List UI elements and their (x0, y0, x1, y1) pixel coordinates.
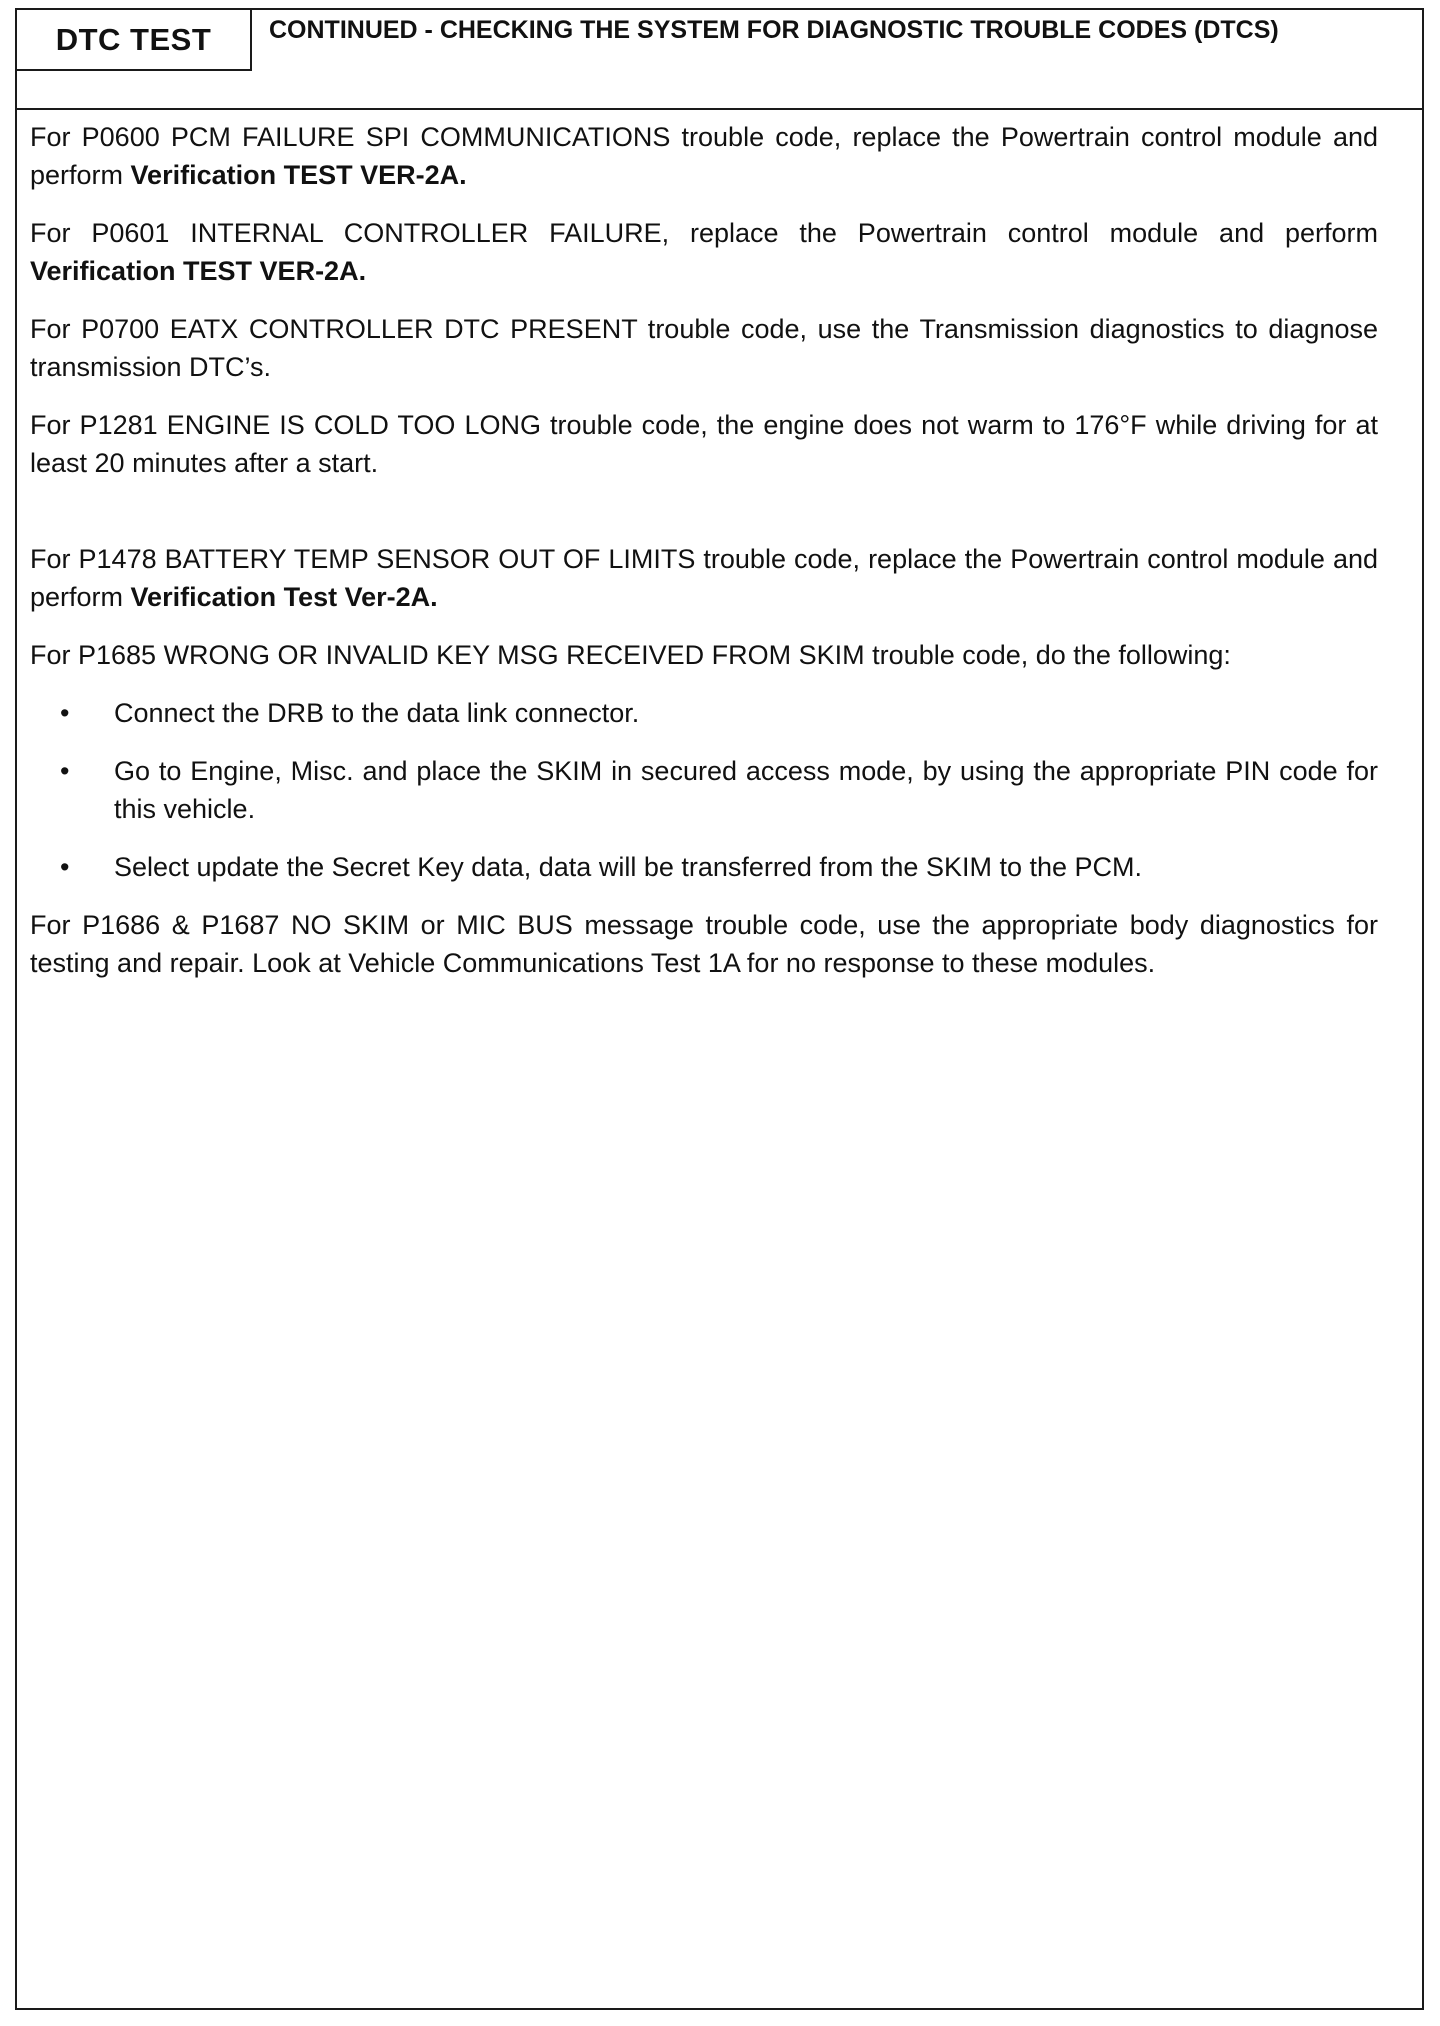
paragraph-p1685: For P1685 WRONG OR INVALID KEY MSG RECEIVED FROM SKIM trouble code, do the following: (30, 640, 1231, 670)
paragraph-p0600 (30, 118, 1378, 194)
bullet-icon: • (60, 698, 70, 728)
dtc-test-tag: DTC TEST (17, 10, 252, 71)
verification-reference: Verification Test Ver-2A. (130, 582, 438, 612)
list-item (30, 848, 1378, 886)
list-item (30, 694, 1378, 732)
paragraph-p0700: For P0700 EATX CONTROLLER DTC PRESENT trouble code, use the Transmission diagnostics to diagnose transmission DTC’s. (30, 314, 1378, 382)
paragraph-text: For P0601 INTERNAL CONTROLLER FAILURE, replace the Powertrain control module and perform (30, 218, 1378, 248)
verification-reference: Verification TEST VER-2A. (130, 160, 467, 190)
document-body (30, 118, 1378, 1002)
header-row (17, 10, 1422, 110)
verification-reference: Verification TEST VER-2A. (30, 256, 367, 286)
paragraph-p1281: For P1281 ENGINE IS COLD TOO LONG trouble code, the engine does not warm to 176°F while driving for at least 20 minutes after a start. (30, 410, 1378, 478)
procedure-list (30, 694, 1378, 886)
list-item-text: Connect the DRB to the data link connector. (114, 698, 640, 728)
paragraph-p1478 (30, 540, 1378, 616)
section-title: CONTINUED - CHECKING THE SYSTEM FOR DIAGNOSTIC TROUBLE CODES (DTCS) (269, 16, 1279, 44)
paragraph-p1686-p1687: For P1686 & P1687 NO SKIM or MIC BUS message trouble code, use the appropriate body diagnostics for testing and repair. Look at Vehicle Communications Test 1A for no response to these modules. (30, 910, 1378, 978)
bullet-icon: • (60, 756, 70, 786)
bullet-icon: • (60, 852, 70, 882)
paragraph-text: For P0600 PCM FAILURE SPI COMMUNICATIONS trouble code, replace the Powertrain control module and perform (30, 122, 1378, 190)
paragraph-p0601 (30, 214, 1378, 290)
list-item-text: Go to Engine, Misc. and place the SKIM in secured access mode, by using the appropriate PIN code for this vehicle. (114, 756, 1378, 824)
list-item-text: Select update the Secret Key data, data will be transferred from the SKIM to the PCM. (114, 852, 1143, 882)
list-item (30, 752, 1378, 828)
paragraph-text: For P1478 BATTERY TEMP SENSOR OUT OF LIMITS trouble code, replace the Powertrain control module and perform (30, 544, 1378, 612)
